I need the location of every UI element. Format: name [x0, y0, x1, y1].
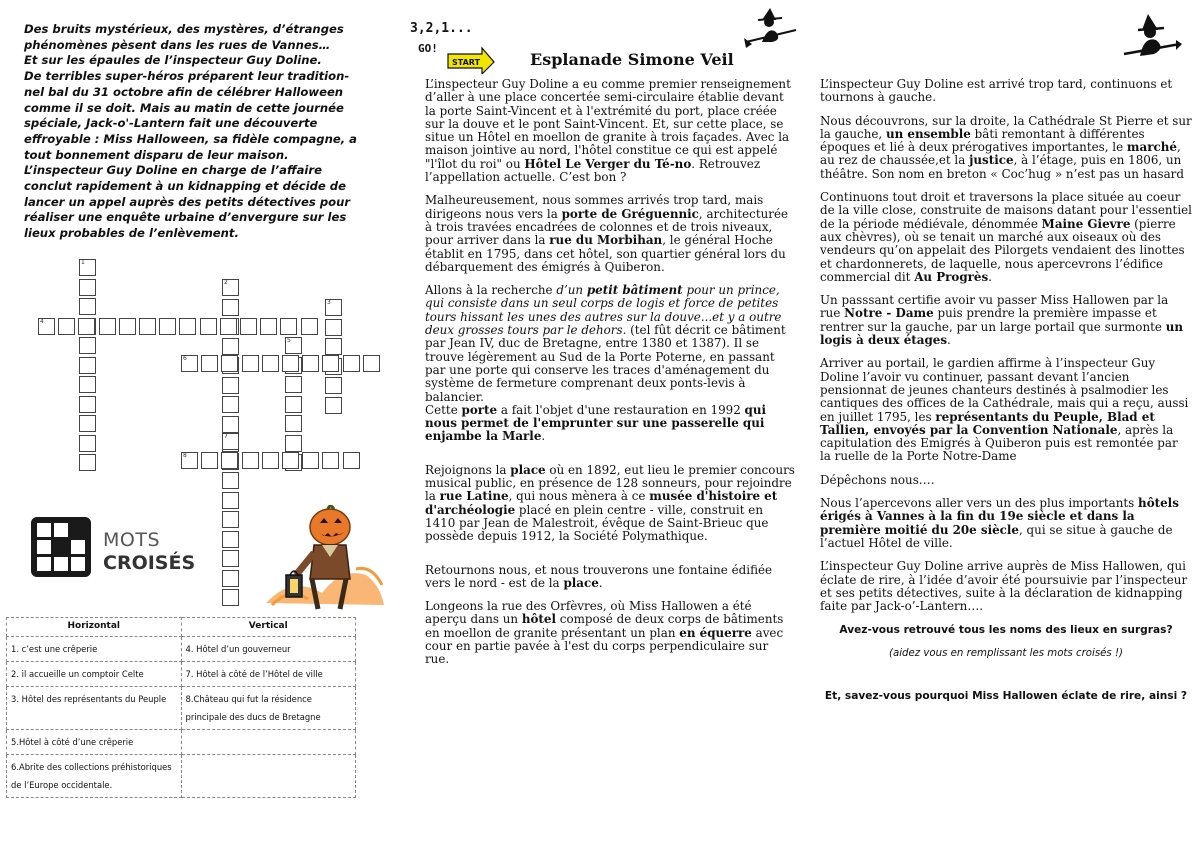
clue-empty-1 [181, 730, 356, 755]
crossword-cell[interactable] [79, 279, 96, 296]
crossword-cell[interactable] [222, 299, 239, 316]
paragraph: Rejoignons la place où en 1892, eut lieu le premier concours musical public, en présence de 128 sonneurs, pour rejoindre la rue Latine, qui nous mènera à ce musée d'histoire et d'archéologie placé en plein centre - ville, construit en 1410 par Jean de Malestroit, évêque de Saint-Brieuc que possède depuis 1912, la Société Polymathique. [425, 462, 795, 544]
crossword-cell[interactable] [139, 318, 156, 335]
clue-number: 7 [224, 433, 228, 440]
clue-v-8: 8.Château qui fut la résidence principale des ducs de Bretagne [181, 687, 356, 730]
crossword-cell[interactable] [322, 452, 339, 469]
crossword-cell[interactable] [282, 452, 299, 469]
clue-v-7: 7. Hôtel à côté de l’Hôtel de ville [181, 662, 356, 687]
crossword-cell[interactable] [222, 511, 239, 528]
paragraph: Dépêchons nous…. [820, 472, 935, 487]
paragraph: Arriver au portail, le gardien affirme à l’inspecteur Guy Doline l’avoir vu continuer, passant devant l’ancien pensionnat de jeunes chanteurs destinés à psalmodier les cantiques des offices de la Cathédrale, mais qui a reçu, aussi en juillet 1795, les représentants du Peuple, Blad et Tallien, envoyés par la Convention Nationale, après la capitulation des Emigrés à Quiberon puis est remontée par la ruelle de la Porte Notre-Dame [820, 356, 1189, 464]
paragraph: Retournons nous, et nous trouverons une fontaine édifiée vers le nord - est de la place. [425, 562, 773, 590]
logo-word-mots: MOTS [103, 529, 161, 551]
clue-h-1: 1. c’est une crêperie [7, 637, 182, 662]
crossword-cell[interactable] [343, 355, 360, 372]
clue-h-3: 3. Hôtel des représentants du Peuple [7, 687, 182, 730]
logo-word-croises: CROISÉS [103, 552, 196, 574]
crossword-cell[interactable] [325, 377, 342, 394]
crossword-cell[interactable] [222, 396, 239, 413]
start-text: START [452, 58, 481, 67]
intro-line: effroyable : Miss Halloween, sa fidèle compagne, a [24, 131, 357, 146]
crossword-cell[interactable] [222, 550, 239, 567]
crossword-cell[interactable] [302, 452, 319, 469]
crossword-cell[interactable] [260, 318, 277, 335]
crossword-cell[interactable] [280, 318, 297, 335]
clue-number: 2 [224, 279, 228, 286]
crossword-cell[interactable] [363, 355, 380, 372]
crossword-cell[interactable] [201, 452, 218, 469]
crossword-cell[interactable] [325, 319, 342, 336]
intro-line: Des bruits mystérieux, des mystères, d’étranges [24, 22, 344, 36]
paragraph: Longeons la rue des Orfèvres, où Miss Hallowen a été aperçu dans un hôtel composé de deux corps de bâtiments en moellon de granite présentant un plan en équerre avec cour en partie pavée à l'est du corps perpendiculaire sur rue. [425, 599, 784, 667]
crossword-cell[interactable] [79, 376, 96, 393]
clue-h-6: 6.Abrite des collections préhistoriques de l’Europe occidentale. [7, 755, 182, 798]
intro-line: lieux probables de l’enlèvement. [24, 226, 239, 241]
countdown-text: 3,2,1... [410, 21, 473, 36]
intro-line: réaliser une enquête urbaine d’envergure sur les [24, 210, 347, 225]
paragraph: L’inspecteur Guy Doline a eu comme premier renseignement d’aller à une place concertée semi-circulaire établie devant la porte Saint-Vincent et à l'extrémité du port, place créée sur la douve et le pont Saint-Vincent. Et, sur cette place, se situe un Hôtel en moellon de granite à trois façades. Avec la maison jointive au nord, l'hôtel constitue ce qui est appelé "l'îlot du roi" ou Hôtel Le Verger du Té-no. Retrouvez l’appellation actuelle. C’est bon ? [425, 77, 791, 185]
crossword-cell[interactable] [301, 318, 318, 335]
crossword-cell[interactable] [221, 355, 238, 372]
crossword-cell[interactable] [325, 338, 342, 355]
crossword-cell[interactable] [222, 570, 239, 587]
crossword-cell[interactable] [242, 452, 259, 469]
crossword-cell[interactable] [78, 318, 95, 335]
paragraph: Allons à la recherche d’un petit bâtiment pour un prince, qui consiste dans un seul corps de logis et force de petites tours hissant les unes des autres sur la douve...et y a outre deux grosses tours par le dehors. (tel fût décrit ce bâtiment par Jean IV, duc de Bretagne, entre 1380 et 1387). Il se trouve légèrement au Sud de la Porte Poterne, en passant par une porte qui conserve les traces d'aménagement du système de fermeture comprenant deux ponts-levis à balancier. Cette porte a fait l'objet d'une restauration en 1992 qui nous permet de l'emprunter sur une passerelle qui enjambe la Marle. [425, 283, 786, 444]
intro-line: L’inspecteur Guy Doline en charge de l’affaire [24, 163, 322, 178]
crossword-cell[interactable] [222, 589, 239, 606]
horizontal-header: Horizontal [7, 618, 182, 637]
crossword-cell[interactable] [79, 454, 96, 471]
countdown-start-graphic [408, 16, 496, 74]
intro-line: Et sur les épaules de l’inspecteur Guy Doline. [24, 53, 322, 68]
crossword-cell[interactable] [302, 355, 319, 372]
crossword-cell[interactable] [222, 377, 239, 394]
crossword-cell[interactable] [222, 492, 239, 509]
crossword-cell[interactable] [242, 355, 259, 372]
intro-line: phénomènes pèsent dans les rues de Vannes… [24, 37, 331, 52]
middle-story-text [425, 78, 795, 677]
crossword-cell[interactable] [220, 318, 237, 335]
clue-v-4: 4. Hôtel d’un gouverneur [181, 637, 356, 662]
crossword-cell[interactable] [262, 355, 279, 372]
crossword-cell[interactable] [222, 416, 239, 433]
jack-o-lantern-illustration [262, 505, 386, 613]
paragraph: Continuons tout droit et traversons la place située au coeur de la ville close, construite de maisons datant pour l'essentiel de la période médiévale, dénommée Maine Gievre (pierre aux chèvres), où se tenait un marché aux oiseaux où des vendeurs qu’on appelait des Pilorgets vendaient des linottes et chardonnerets, de laquelle, nous apercevrons l’édifice commercial dit Au Progrès. [820, 190, 1192, 284]
crossword-cell[interactable] [79, 435, 96, 452]
intro-line: lancer un appel auprès des petits détectives pour [24, 194, 351, 209]
go-text: GO! [418, 42, 438, 55]
paragraph: Nous découvrons, sur la droite, la Cathédrale St Pierre et sur la gauche, un ensemble bâti remontant à différentes époques et lié à deux prérogatives importantes, le marché, au rez de chaussée,et la justice, à l’étage, puis en 1806, un théâtre. Son nom en breton « Coc’hug » n’est pas un hasard [820, 113, 1192, 181]
crossword-cell[interactable] [79, 396, 96, 413]
crossword-cell[interactable] [285, 435, 302, 452]
left-panel [0, 0, 392, 848]
crossword-cell[interactable] [58, 318, 75, 335]
vertical-header: Vertical [181, 618, 356, 637]
crossword-cell[interactable] [240, 318, 257, 335]
crossword-cell[interactable] [222, 338, 239, 355]
page-title: Esplanade Simone Veil [530, 50, 734, 69]
hint-crossword: (aidez vous en remplissant les mots croisés !) [888, 648, 1124, 660]
crossword-cell[interactable] [159, 318, 176, 335]
crossword-cell[interactable] [79, 357, 96, 374]
crossword-cell[interactable] [262, 452, 279, 469]
clue-h-2: 2. il accueille un comptoir Celte [7, 662, 182, 687]
crossword-cell[interactable] [200, 318, 217, 335]
witch-on-broom-icon [1122, 14, 1182, 62]
intro-line: De terribles super-héros préparent leur tradition- [24, 69, 350, 84]
crossword-cell[interactable] [179, 318, 196, 335]
crossword-icon [29, 515, 93, 579]
crossword-cell[interactable] [79, 415, 96, 432]
crossword-cell[interactable] [201, 355, 218, 372]
intro-line: nel bal du 31 octobre afin de célébrer Halloween [24, 84, 344, 99]
right-panel [800, 0, 1200, 848]
paragraph: Nous l’apercevons aller vers un des plus importants hôtels érigés à Vannes à la fin du 19e siècle et dans la première moitié du 20e siècle, qui se situe à gauche de l’actuel Hôtel de ville. [820, 496, 1179, 550]
clue-number: 3 [327, 299, 331, 306]
clue-h-5: 5.Hôtel à côté d’une crêperie [7, 730, 182, 755]
paragraph: Un passsant certifie avoir vu passer Miss Hallowen par la rue Notre - Dame puis prendre la première impasse et rentrer sur la gauche, par un large portail que surmonte un logis à deux étages. [820, 293, 1183, 348]
clue-number: 4 [40, 318, 44, 325]
crossword-cell[interactable] [285, 396, 302, 413]
paragraph: L’inspecteur Guy Doline arrive auprès de Miss Hallowen, qui éclate de rire, à l’idée d’avoir été poursuivie par l’inspecteur et ses petits détectives, suite à la déclaration de kidnapping faite par Jack-o’-Lantern…. [820, 559, 1188, 614]
right-story-text [820, 78, 1192, 713]
paragraph: L’inspecteur Guy Doline est arrivé trop tard, continuons et tournons à gauche. [820, 77, 1173, 105]
crossword-cell[interactable] [322, 355, 339, 372]
clue-empty-2 [181, 755, 356, 798]
witch-on-broom-icon [742, 8, 798, 48]
crossword-cell[interactable] [79, 298, 96, 315]
clue-number: 5 [287, 337, 291, 344]
crossword-cell[interactable] [282, 355, 299, 372]
question-places: Avez-vous retrouvé tous les noms des lieux en surgras? [839, 624, 1173, 637]
crossword-cell[interactable] [285, 415, 302, 432]
crossword-clues-table [6, 617, 356, 798]
intro-line: tout bonnement disparu de leur maison. [24, 147, 289, 162]
crossword-cell[interactable] [222, 531, 239, 548]
clue-number: 1 [81, 259, 85, 266]
crossword-cell[interactable] [99, 318, 116, 335]
crossword-cell[interactable] [79, 337, 96, 354]
middle-panel [392, 0, 800, 848]
crossword-cell[interactable] [222, 472, 239, 489]
crossword-cell[interactable] [285, 376, 302, 393]
crossword-cell[interactable] [119, 318, 136, 335]
intro-line: comme il se doit. Mais au matin de cette journée [24, 100, 344, 115]
crossword-cell[interactable] [325, 397, 342, 414]
paragraph: Malheureusement, nous sommes arrivés trop tard, mais dirigeons nous vers la porte de Gréguennic, architecturée à trois travées encadrées de colonnes et de trois niveaux, pour arriver dans la rue du Morbihan, le général Hoche établit en 1795, dans cet hôtel, son quartier général lors du débarquement des émigrés à Quiberon. [425, 193, 789, 274]
intro-line: spéciale, Jack-o'-Lantern fait une découverte [24, 116, 318, 131]
crossword-grid [0, 0, 392, 500]
crossword-cell[interactable] [221, 452, 238, 469]
clue-number: 6 [183, 355, 187, 362]
clue-number: 8 [183, 452, 187, 459]
question-laugh: Et, savez-vous pourquoi Miss Hallowen éclate de rire, ainsi ? [824, 689, 1188, 702]
crossword-cell[interactable] [343, 452, 360, 469]
intro-line: conclut rapidement à un kidnapping et décide de [24, 179, 346, 194]
